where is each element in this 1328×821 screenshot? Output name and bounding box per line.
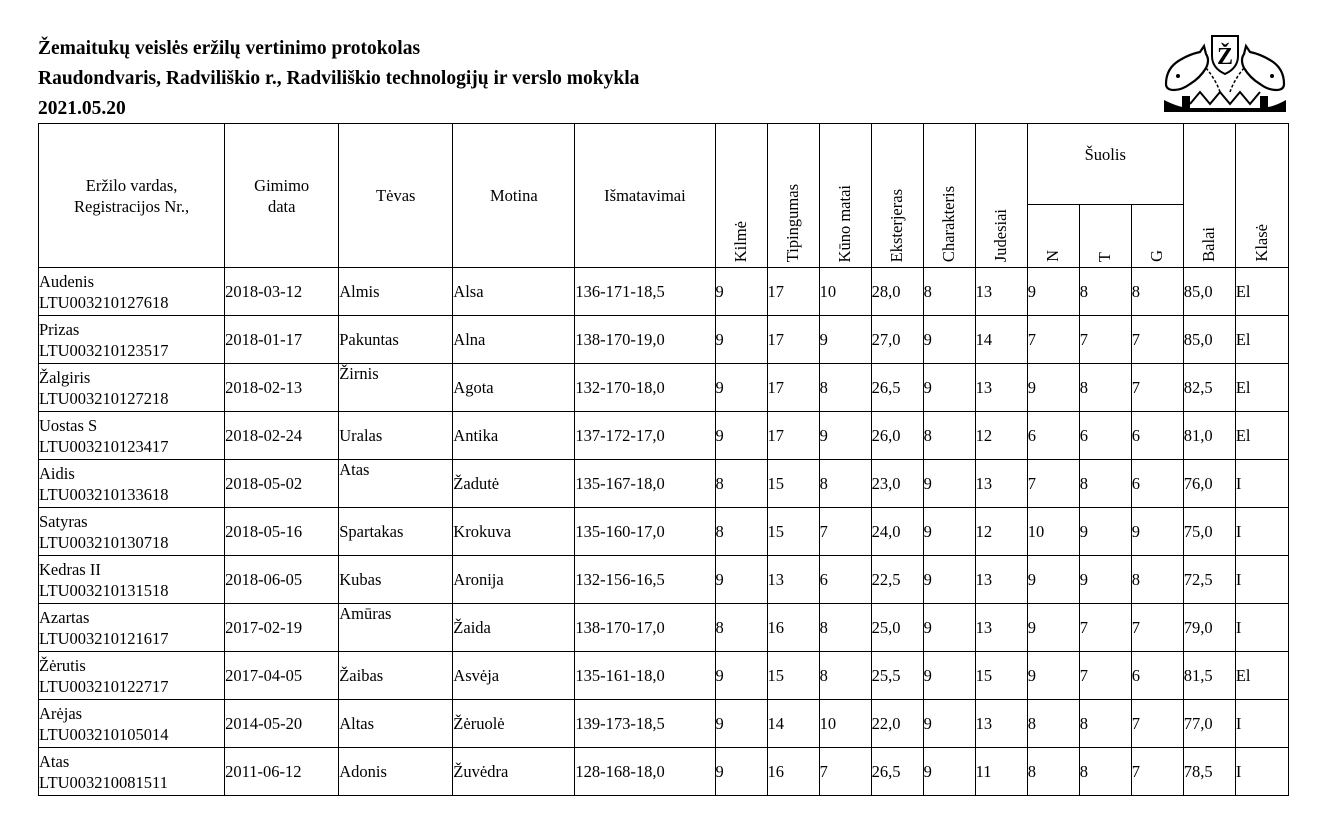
cell-origin: 9 xyxy=(715,700,767,748)
cell-movement: 14 xyxy=(975,316,1027,364)
cell-jump-g: 6 xyxy=(1131,412,1183,460)
stallion-name: Arėjas xyxy=(39,703,83,723)
cell-character: 9 xyxy=(923,652,975,700)
table-row xyxy=(39,268,1289,316)
cell-jump-g: 7 xyxy=(1131,748,1183,796)
document-location: Raudondvaris, Radviliškio r., Radviliškio technologijų ir verslo mokykla xyxy=(38,68,640,89)
cell-mother: Žadutė xyxy=(453,460,575,508)
table-row xyxy=(39,412,1289,460)
cell-exterior: 27,0 xyxy=(871,316,923,364)
cell-exterior: 28,0 xyxy=(871,268,923,316)
cell-body: 8 xyxy=(819,652,871,700)
col-header-birth: Gimimo data xyxy=(225,124,339,268)
cell-measurements: 137-172-17,0 xyxy=(575,412,715,460)
cell-score: 82,5 xyxy=(1183,364,1235,412)
cell-type: 17 xyxy=(767,316,819,364)
cell-class: El xyxy=(1235,652,1288,700)
cell-movement: 13 xyxy=(975,700,1027,748)
cell-mother: Antika xyxy=(453,412,575,460)
col-header-exterior: Eksterjeras xyxy=(871,124,923,268)
cell-measurements: 135-167-18,0 xyxy=(575,460,715,508)
stallion-name: Žalgiris xyxy=(39,367,91,387)
cell-character: 9 xyxy=(923,700,975,748)
cell-type: 17 xyxy=(767,412,819,460)
table-row xyxy=(39,316,1289,364)
cell-type: 17 xyxy=(767,268,819,316)
cell-mother: Krokuva xyxy=(453,508,575,556)
col-header-father: Tėvas xyxy=(339,124,453,268)
cell-origin: 9 xyxy=(715,748,767,796)
cell-type: 14 xyxy=(767,700,819,748)
cell-stallion xyxy=(39,556,225,604)
cell-jump-n: 7 xyxy=(1027,460,1079,508)
cell-exterior: 26,5 xyxy=(871,748,923,796)
cell-jump-n: 9 xyxy=(1027,364,1079,412)
registration-number: LTU003210127618 xyxy=(39,292,169,312)
cell-father: Žirnis xyxy=(339,364,453,412)
registration-number: LTU003210123417 xyxy=(39,436,169,456)
cell-mother: Asvėja xyxy=(453,652,575,700)
cell-jump-t: 8 xyxy=(1079,700,1131,748)
cell-body: 9 xyxy=(819,316,871,364)
cell-movement: 13 xyxy=(975,364,1027,412)
cell-jump-n: 8 xyxy=(1027,700,1079,748)
col-header-class: Klasė xyxy=(1235,124,1288,268)
cell-body: 8 xyxy=(819,364,871,412)
cell-class: I xyxy=(1235,460,1288,508)
table-body xyxy=(39,268,1289,796)
cell-birth-date: 2018-03-12 xyxy=(225,268,339,316)
cell-origin: 8 xyxy=(715,460,767,508)
cell-origin: 9 xyxy=(715,556,767,604)
cell-character: 9 xyxy=(923,556,975,604)
cell-type: 17 xyxy=(767,364,819,412)
cell-movement: 13 xyxy=(975,604,1027,652)
table-row xyxy=(39,604,1289,652)
table-row xyxy=(39,700,1289,748)
cell-class: El xyxy=(1235,412,1288,460)
cell-body: 6 xyxy=(819,556,871,604)
cell-measurements: 135-161-18,0 xyxy=(575,652,715,700)
stallion-name: Kedras II xyxy=(39,559,101,579)
cell-origin: 8 xyxy=(715,604,767,652)
cell-jump-g: 7 xyxy=(1131,700,1183,748)
stallion-name: Atas xyxy=(39,751,70,771)
cell-stallion xyxy=(39,652,225,700)
cell-class: I xyxy=(1235,748,1288,796)
cell-father: Žaibas xyxy=(339,652,453,700)
col-header-movement: Judesiai xyxy=(975,124,1027,268)
cell-jump-t: 6 xyxy=(1079,412,1131,460)
cell-score: 78,5 xyxy=(1183,748,1235,796)
cell-class: El xyxy=(1235,364,1288,412)
cell-jump-n: 8 xyxy=(1027,748,1079,796)
cell-exterior: 25,5 xyxy=(871,652,923,700)
cell-jump-t: 8 xyxy=(1079,268,1131,316)
cell-jump-n: 6 xyxy=(1027,412,1079,460)
cell-jump-t: 8 xyxy=(1079,364,1131,412)
cell-birth-date: 2014-05-20 xyxy=(225,700,339,748)
cell-score: 85,0 xyxy=(1183,316,1235,364)
cell-birth-date: 2011-06-12 xyxy=(225,748,339,796)
cell-mother: Agota xyxy=(453,364,575,412)
cell-stallion xyxy=(39,412,225,460)
cell-stallion xyxy=(39,508,225,556)
cell-origin: 8 xyxy=(715,508,767,556)
cell-mother: Alna xyxy=(453,316,575,364)
cell-birth-date: 2018-05-16 xyxy=(225,508,339,556)
cell-measurements: 128-168-18,0 xyxy=(575,748,715,796)
cell-score: 85,0 xyxy=(1183,268,1235,316)
cell-score: 81,5 xyxy=(1183,652,1235,700)
cell-jump-g: 8 xyxy=(1131,268,1183,316)
col-header-mother: Motina xyxy=(453,124,575,268)
cell-body: 10 xyxy=(819,268,871,316)
cell-stallion xyxy=(39,364,225,412)
cell-type: 16 xyxy=(767,748,819,796)
cell-stallion xyxy=(39,748,225,796)
cell-score: 75,0 xyxy=(1183,508,1235,556)
cell-character: 9 xyxy=(923,460,975,508)
registration-number: LTU003210123517 xyxy=(39,340,169,360)
cell-mother: Žaida xyxy=(453,604,575,652)
table-row xyxy=(39,364,1289,412)
cell-jump-t: 8 xyxy=(1079,748,1131,796)
cell-origin: 9 xyxy=(715,652,767,700)
cell-character: 9 xyxy=(923,364,975,412)
cell-jump-t: 7 xyxy=(1079,604,1131,652)
cell-class: I xyxy=(1235,700,1288,748)
registration-number: LTU003210105014 xyxy=(39,724,169,744)
cell-type: 15 xyxy=(767,460,819,508)
cell-character: 9 xyxy=(923,316,975,364)
cell-character: 8 xyxy=(923,412,975,460)
cell-jump-g: 6 xyxy=(1131,460,1183,508)
cell-jump-n: 7 xyxy=(1027,316,1079,364)
cell-movement: 15 xyxy=(975,652,1027,700)
stallion-name: Audenis xyxy=(39,271,94,291)
cell-mother: Alsa xyxy=(453,268,575,316)
cell-movement: 11 xyxy=(975,748,1027,796)
cell-stallion xyxy=(39,268,225,316)
table-row xyxy=(39,652,1289,700)
cell-stallion xyxy=(39,460,225,508)
cell-measurements: 132-156-16,5 xyxy=(575,556,715,604)
cell-mother: Žuvėdra xyxy=(453,748,575,796)
document-title: Žemaitukų veislės eržilų vertinimo protokolas xyxy=(38,38,421,59)
cell-birth-date: 2018-01-17 xyxy=(225,316,339,364)
cell-origin: 9 xyxy=(715,316,767,364)
cell-movement: 12 xyxy=(975,508,1027,556)
cell-father: Spartakas xyxy=(339,508,453,556)
cell-exterior: 22,5 xyxy=(871,556,923,604)
cell-jump-n: 10 xyxy=(1027,508,1079,556)
cell-jump-g: 9 xyxy=(1131,508,1183,556)
cell-type: 15 xyxy=(767,508,819,556)
cell-jump-t: 9 xyxy=(1079,508,1131,556)
cell-jump-t: 8 xyxy=(1079,460,1131,508)
cell-score: 79,0 xyxy=(1183,604,1235,652)
registration-number: LTU003210081511 xyxy=(39,772,168,792)
cell-jump-n: 9 xyxy=(1027,268,1079,316)
col-header-name: Eržilo vardas, Registracijos Nr., xyxy=(39,124,225,268)
cell-jump-n: 9 xyxy=(1027,556,1079,604)
cell-measurements: 139-173-18,5 xyxy=(575,700,715,748)
cell-stallion xyxy=(39,316,225,364)
cell-character: 9 xyxy=(923,604,975,652)
cell-type: 13 xyxy=(767,556,819,604)
cell-jump-g: 8 xyxy=(1131,556,1183,604)
cell-movement: 12 xyxy=(975,412,1027,460)
cell-jump-t: 7 xyxy=(1079,316,1131,364)
cell-exterior: 22,0 xyxy=(871,700,923,748)
col-header-score: Balai xyxy=(1183,124,1235,268)
col-header-type: Tipingumas xyxy=(767,124,819,268)
cell-jump-g: 7 xyxy=(1131,364,1183,412)
cell-measurements: 136-171-18,5 xyxy=(575,268,715,316)
cell-jump-g: 7 xyxy=(1131,316,1183,364)
cell-character: 9 xyxy=(923,508,975,556)
cell-origin: 9 xyxy=(715,364,767,412)
cell-birth-date: 2018-06-05 xyxy=(225,556,339,604)
cell-type: 15 xyxy=(767,652,819,700)
registration-number: LTU003210127218 xyxy=(39,388,169,408)
evaluation-table xyxy=(38,123,1289,796)
stallion-name: Uostas S xyxy=(39,415,98,435)
cell-father: Pakuntas xyxy=(339,316,453,364)
cell-father: Atas xyxy=(339,460,453,508)
cell-exterior: 24,0 xyxy=(871,508,923,556)
registration-number: LTU003210133618 xyxy=(39,484,169,504)
cell-birth-date: 2018-02-24 xyxy=(225,412,339,460)
cell-father: Amūras xyxy=(339,604,453,652)
cell-body: 8 xyxy=(819,604,871,652)
cell-father: Kubas xyxy=(339,556,453,604)
cell-body: 7 xyxy=(819,508,871,556)
cell-mother: Žėruolė xyxy=(453,700,575,748)
cell-stallion xyxy=(39,700,225,748)
registration-number: LTU003210121617 xyxy=(39,628,169,648)
registration-number: LTU003210122717 xyxy=(39,676,169,696)
logo-letter: Ž xyxy=(1216,44,1234,70)
cell-exterior: 23,0 xyxy=(871,460,923,508)
cell-body: 10 xyxy=(819,700,871,748)
cell-movement: 13 xyxy=(975,460,1027,508)
col-header-character: Charakteris xyxy=(923,124,975,268)
cell-movement: 13 xyxy=(975,556,1027,604)
cell-score: 76,0 xyxy=(1183,460,1235,508)
cell-measurements: 138-170-17,0 xyxy=(575,604,715,652)
cell-birth-date: 2017-04-05 xyxy=(225,652,339,700)
stallion-name: Azartas xyxy=(39,607,90,627)
document-header xyxy=(38,34,639,124)
cell-jump-t: 7 xyxy=(1079,652,1131,700)
cell-measurements: 132-170-18,0 xyxy=(575,364,715,412)
cell-jump-g: 7 xyxy=(1131,604,1183,652)
stallion-name: Aidis xyxy=(39,463,75,483)
cell-score: 77,0 xyxy=(1183,700,1235,748)
table-row xyxy=(39,748,1289,796)
document-date: 2021.05.20 xyxy=(38,98,126,119)
col-header-jump: Šuolis xyxy=(1027,124,1183,205)
cell-origin: 9 xyxy=(715,412,767,460)
stallion-name: Satyras xyxy=(39,511,88,531)
cell-birth-date: 2018-02-13 xyxy=(225,364,339,412)
col-header-jump-g: G xyxy=(1131,205,1183,268)
col-header-origin: Kilmė xyxy=(715,124,767,268)
cell-character: 9 xyxy=(923,748,975,796)
cell-movement: 13 xyxy=(975,268,1027,316)
cell-jump-g: 6 xyxy=(1131,652,1183,700)
table-row xyxy=(39,460,1289,508)
cell-measurements: 135-160-17,0 xyxy=(575,508,715,556)
cell-type: 16 xyxy=(767,604,819,652)
cell-class: El xyxy=(1235,268,1288,316)
cell-jump-t: 9 xyxy=(1079,556,1131,604)
cell-measurements: 138-170-19,0 xyxy=(575,316,715,364)
cell-score: 81,0 xyxy=(1183,412,1235,460)
cell-father: Uralas xyxy=(339,412,453,460)
cell-jump-n: 9 xyxy=(1027,652,1079,700)
cell-father: Almis xyxy=(339,268,453,316)
cell-stallion xyxy=(39,604,225,652)
cell-body: 7 xyxy=(819,748,871,796)
table-row xyxy=(39,508,1289,556)
cell-score: 72,5 xyxy=(1183,556,1235,604)
cell-character: 8 xyxy=(923,268,975,316)
cell-father: Altas xyxy=(339,700,453,748)
cell-birth-date: 2017-02-19 xyxy=(225,604,339,652)
cell-mother: Aronija xyxy=(453,556,575,604)
cell-class: El xyxy=(1235,316,1288,364)
col-header-jump-t: T xyxy=(1079,205,1131,268)
stallion-name: Žėrutis xyxy=(39,655,86,675)
zemaituku-horse-logo-icon xyxy=(1160,34,1290,118)
col-header-jump-n: N xyxy=(1027,205,1079,268)
registration-number: LTU003210131518 xyxy=(39,580,169,600)
cell-origin: 9 xyxy=(715,268,767,316)
cell-body: 9 xyxy=(819,412,871,460)
cell-jump-n: 9 xyxy=(1027,604,1079,652)
cell-body: 8 xyxy=(819,460,871,508)
cell-father: Adonis xyxy=(339,748,453,796)
cell-class: I xyxy=(1235,556,1288,604)
table-row xyxy=(39,556,1289,604)
cell-exterior: 26,0 xyxy=(871,412,923,460)
cell-exterior: 25,0 xyxy=(871,604,923,652)
cell-class: I xyxy=(1235,604,1288,652)
col-header-measurements: Išmatavimai xyxy=(575,124,715,268)
col-header-body: Kūno matai xyxy=(819,124,871,268)
cell-exterior: 26,5 xyxy=(871,364,923,412)
stallion-name: Prizas xyxy=(39,319,80,339)
registration-number: LTU003210130718 xyxy=(39,532,169,552)
cell-class: I xyxy=(1235,508,1288,556)
cell-birth-date: 2018-05-02 xyxy=(225,460,339,508)
